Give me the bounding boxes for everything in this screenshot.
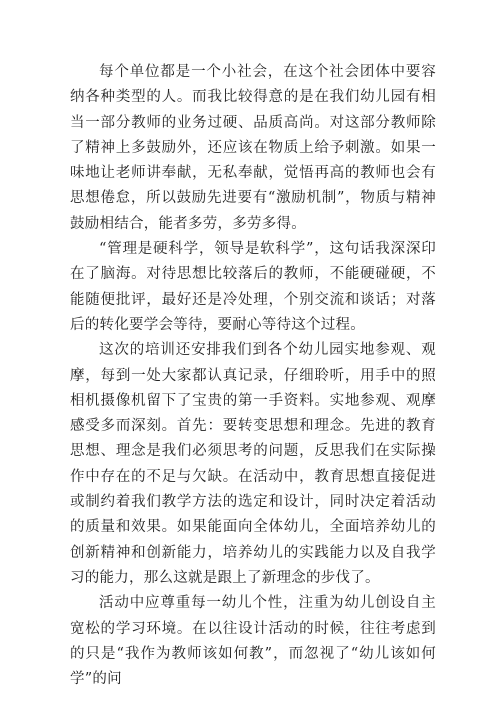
paragraph-site-visits: 这次的培训还安排我们到各个幼儿园实地参观、观摩，每到一处大家都认真记录，仔细聆听，用手中的照相机摄像机留下了宝贵的第一手资料。实地参观、观摩感受多而深刻。首先：要转变思想和理念。先进的教育思想、理念是我们必须思考的问题，反思我们在实际操作中存在的不足与欠缺。在活动中，教育思想直接促进或制约着我们教学方法的选定和设计，同时决定着活动的质量和效果。如果能面向全体幼儿，全面培养幼儿的创新精神和创新能力，培养幼儿的实践能力以及自我学习的能力，那么这就是跟上了新理念的步伐了。 [70,342,436,586]
paragraph-reward-mechanism: 每个单位都是一个小社会，在这个社会团体中要容纳各种类型的人。而我比较得意的是在我们幼儿园有相当一部分教师的业务过硬、品质高尚。对这部分教师除了精神上多鼓励外，还应该在物质上给予刺激。如果一味地让老师讲奉献，无私奉献，觉悟再高的教师也会有思想倦怠，所以鼓励先进要有“激励机制”，物质与精神鼓励相结合，能者多劳，多劳多得。 [70,64,436,232]
document-body [70,60,436,692]
paragraph-respect-individuality: 活动中应尊重每一幼儿个性，注重为幼儿创设自主宽松的学习环境。在以往设计活动的时候，往往考虑到的只是“我作为教师该如何教”，而忽视了“幼儿该如何学”的问 [70,595,436,688]
paragraph-management-philosophy: “管理是硬科学，领导是软科学”，这句话我深深印在了脑海。对待思想比较落后的教师，不能硬碰硬，不能随便批评，最好还是冷处理，个别交流和谈话；对落后的转化要学会等待，要耐心等待这个过程。 [70,241,436,333]
